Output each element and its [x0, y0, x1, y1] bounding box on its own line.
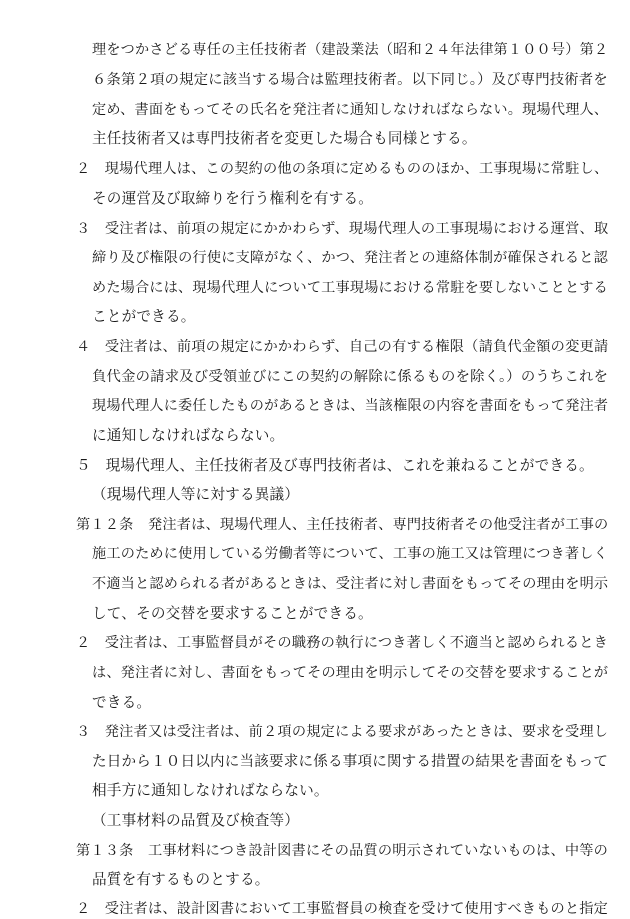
- text-line: 定め、書面をもってその氏名を発注者に通知しなければならない。現場代理人、: [92, 102, 609, 118]
- text-line: ６条第２項の規定に該当する場合は監理技術者。以下同じ。）及び専門技術者を: [92, 72, 608, 88]
- text-line: ２ 受注者は、設計図書において工事監督員の検査を受けて使用すべきものと指定: [76, 901, 609, 917]
- article-line: 第１２条 発注者は、現場代理人、主任技術者、専門技術者その他受注者が工事の: [76, 517, 609, 533]
- text-line: 相手方に通知しなければならない。: [92, 782, 329, 799]
- text-line: 締り及び権限の行使に支障がなく、かつ、発注者との連絡体制が確保されると認: [92, 250, 608, 266]
- section-heading: （現場代理人等に対する異議）: [92, 486, 300, 503]
- text-line: ３ 受注者は、前項の規定にかかわらず、現場代理人の工事現場における運営、取: [76, 221, 609, 237]
- text-line: 不適当と認められる者があるときは、受注者に対し書面をもってその理由を明示: [92, 576, 609, 592]
- text-line: に通知しなければならない。: [92, 427, 285, 444]
- text-line: 品質を有するものとする。: [92, 871, 270, 888]
- text-line: その運営及び取締りを行う権利を有する。: [92, 190, 374, 207]
- text-line: 主任技術者又は専門技術者を変更した場合も同様とする。: [92, 130, 477, 147]
- text-line: た日から１０日以内に当該要求に係る事項に関する措置の結果を書面をもって: [92, 753, 609, 770]
- text-line: ことができる。: [92, 308, 196, 325]
- text-line: 施工のために使用している労働者等について、工事の施工又は管理につき著しく: [92, 546, 608, 562]
- section-heading: （工事材料の品質及び検査等）: [92, 812, 300, 829]
- text-line: 理をつかさどる専任の主任技術者（建設業法（昭和２４年法律第１００号）第２: [92, 42, 609, 58]
- text-line: ４ 受注者は、前項の規定にかかわらず、自己の有する権限（請負代金額の変更請: [76, 339, 609, 355]
- text-line: めた場合には、現場代理人について工事現場における常駐を要しないこととする: [92, 280, 608, 296]
- article-line: 第１３条 工事材料につき設計図書にその品質の明示されていないものは、中等の: [76, 843, 609, 859]
- text-line: は、発注者に対し、書面をもってその理由を明示してその交替を要求することが: [92, 665, 609, 681]
- text-line: ５ 現場代理人、主任技術者及び専門技術者は、これを兼ねることができる。: [76, 457, 594, 474]
- text-line: 負代金の請求及び受領並びにこの契約の解除に係るものを除く。）のうちこれを: [92, 369, 609, 385]
- text-line: できる。: [92, 694, 152, 711]
- text-line: して、その交替を要求することができる。: [92, 605, 373, 622]
- text-line: ３ 発注者又は受注者は、前２項の規定による要求があったときは、要求を受理し: [76, 724, 609, 740]
- text-line: ２ 現場代理人は、この契約の他の条項に定めるもののほか、工事現場に常駐し、: [76, 161, 609, 177]
- text-line: 現場代理人に委任したものがあるときは、当該権限の内容を書面をもって発注者: [92, 398, 609, 414]
- text-line: ２ 受注者は、工事監督員がその職務の執行につき著しく不適当と認められるとき: [76, 635, 609, 651]
